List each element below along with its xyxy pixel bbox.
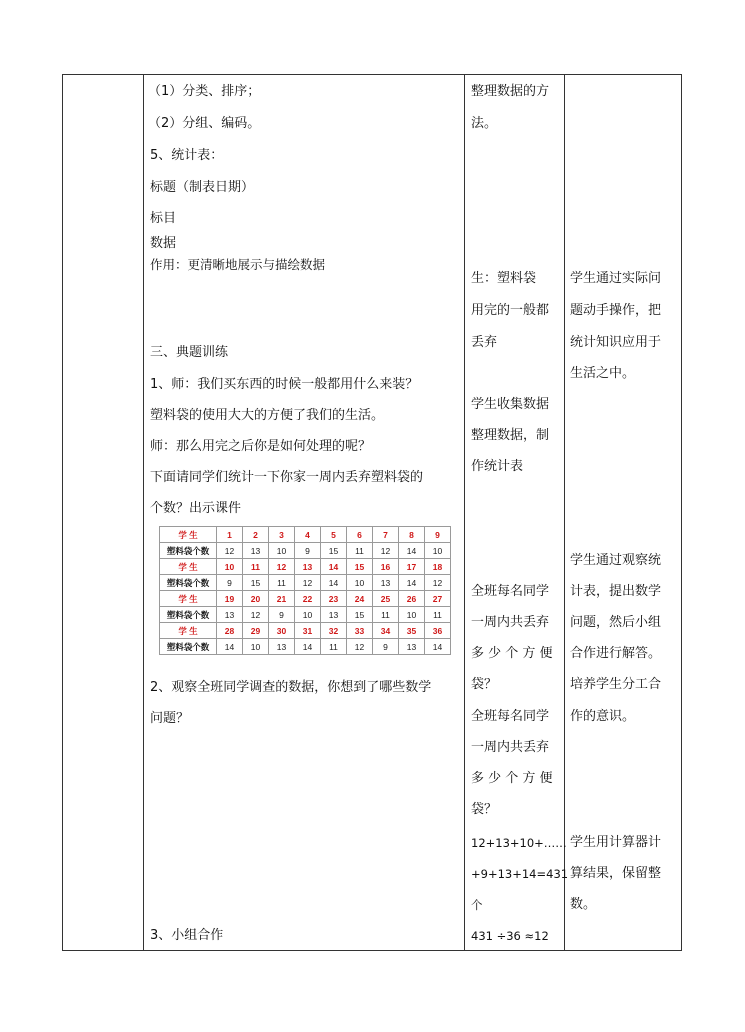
text-line: 用完的一般都 (471, 303, 550, 318)
bag-count-cell: 13 (269, 639, 295, 655)
student-number-cell: 29 (243, 623, 269, 639)
bag-count-cell: 11 (321, 639, 347, 655)
bag-count-cell: 14 (399, 543, 425, 559)
text-line: 多 少 个 方 便 (471, 646, 553, 661)
text-line: 作用：更清晰地展示与描绘数据 (150, 257, 326, 272)
bag-count-cell: 11 (347, 543, 373, 559)
section-heading: 三、典题训练 (150, 345, 229, 360)
student-number-cell: 7 (373, 527, 399, 543)
student-number-cell: 18 (425, 559, 451, 575)
bag-count-cell: 10 (347, 575, 373, 591)
text-line: 算结果，保留整 (570, 866, 662, 881)
text-line: 生：塑料袋 (471, 271, 537, 286)
calc-line: 431 ÷36 ≈12 (471, 929, 549, 943)
student-number-cell: 23 (321, 591, 347, 607)
student-number-cell: 16 (373, 559, 399, 575)
content-column (150, 75, 460, 950)
student-number-cell: 21 (269, 591, 295, 607)
text-line: 培养学生分工合 (570, 677, 662, 692)
bag-count-cell: 15 (347, 607, 373, 623)
row-header-student: 学 生 (160, 559, 217, 575)
student-number-cell: 9 (425, 527, 451, 543)
text-line: 2、观察全班同学调查的数据，你想到了哪些数学 (150, 680, 432, 695)
text-line: 5、统计表： (150, 148, 224, 163)
text-line: （1）分类、排序； (148, 84, 261, 99)
student-activity-column (471, 75, 569, 950)
bag-count-cell: 13 (217, 607, 243, 623)
bag-count-cell: 12 (243, 607, 269, 623)
bag-count-row (160, 639, 451, 655)
bag-count-cell: 9 (373, 639, 399, 655)
text-line: 问题？ (150, 711, 190, 726)
student-number-row (160, 527, 451, 543)
student-number-cell: 12 (269, 559, 295, 575)
student-number-cell: 24 (347, 591, 373, 607)
student-number-cell: 36 (425, 623, 451, 639)
bag-count-cell: 11 (373, 607, 399, 623)
bag-count-cell: 9 (269, 607, 295, 623)
text-line: 数。 (570, 897, 597, 912)
student-number-cell: 8 (399, 527, 425, 543)
bag-count-cell: 13 (321, 607, 347, 623)
plastic-bag-stats-table (159, 526, 451, 655)
student-number-cell: 22 (295, 591, 321, 607)
student-number-cell: 4 (295, 527, 321, 543)
student-number-cell: 31 (295, 623, 321, 639)
student-number-cell: 35 (399, 623, 425, 639)
bag-count-cell: 12 (217, 543, 243, 559)
bag-count-cell: 14 (295, 639, 321, 655)
text-line: 整理数据，制 (471, 428, 550, 443)
bag-count-cell: 12 (373, 543, 399, 559)
text-line: 合作进行解答。 (570, 646, 662, 661)
student-number-cell: 33 (347, 623, 373, 639)
bag-count-cell: 13 (399, 639, 425, 655)
column-divider (464, 75, 465, 950)
bag-count-row (160, 575, 451, 591)
text-line: 学生收集数据 (471, 397, 550, 412)
column-divider (564, 75, 565, 950)
row-header-count: 塑料袋个数 (160, 607, 217, 623)
bag-count-cell: 13 (373, 575, 399, 591)
text-line: 生活之中。 (570, 366, 636, 381)
text-line: （2）分组、编码。 (148, 116, 261, 131)
calc-line: +9+13+14=431 (471, 867, 569, 881)
text-line: 多 少 个 方 便 (471, 771, 553, 786)
bag-count-row (160, 607, 451, 623)
text-line: 一周内共丢弃 (471, 740, 550, 755)
row-header-student: 学 生 (160, 591, 217, 607)
text-line: 作统计表 (471, 459, 524, 474)
text-line: 学生通过实际问 (570, 271, 662, 286)
design-intent-column (570, 75, 680, 950)
text-line: 袋？ (471, 802, 498, 817)
bag-count-cell: 12 (295, 575, 321, 591)
text-line: 问题，然后小组 (570, 615, 662, 630)
text-line: 计表，提出数学 (570, 584, 662, 599)
student-number-cell: 6 (347, 527, 373, 543)
bag-count-cell: 11 (269, 575, 295, 591)
student-number-cell: 19 (217, 591, 243, 607)
text-line: 学生用计算器计 (570, 835, 662, 850)
student-number-cell: 1 (217, 527, 243, 543)
bag-count-cell: 12 (347, 639, 373, 655)
bag-count-cell: 11 (425, 607, 451, 623)
bag-count-cell: 12 (425, 575, 451, 591)
bag-count-cell: 14 (321, 575, 347, 591)
text-line: 全班每名同学 (471, 584, 550, 599)
student-number-cell: 20 (243, 591, 269, 607)
student-number-cell: 28 (217, 623, 243, 639)
text-line: 题动手操作，把 (570, 303, 662, 318)
text-line: 一周内共丢弃 (471, 615, 550, 630)
column-divider (143, 75, 144, 950)
bag-count-cell: 9 (217, 575, 243, 591)
lesson-table (62, 74, 682, 951)
row-header-count: 塑料袋个数 (160, 575, 217, 591)
student-number-cell: 25 (373, 591, 399, 607)
student-number-row (160, 591, 451, 607)
student-number-cell: 10 (217, 559, 243, 575)
text-line: 全班每名同学 (471, 709, 550, 724)
bag-count-cell: 9 (295, 543, 321, 559)
student-number-cell: 32 (321, 623, 347, 639)
student-number-cell: 30 (269, 623, 295, 639)
text-line: 下面请同学们统计一下你家一周内丢弃塑料袋的 (150, 470, 424, 485)
student-number-cell: 27 (425, 591, 451, 607)
text-line: 1、师：我们买东西的时候一般都用什么来装？ (150, 377, 419, 392)
bag-count-cell: 14 (425, 639, 451, 655)
text-line: 数据 (150, 236, 177, 251)
text-line: 作的意识。 (570, 709, 636, 724)
text-line: 袋？ (471, 677, 498, 692)
student-number-cell: 14 (321, 559, 347, 575)
bag-count-cell: 10 (269, 543, 295, 559)
text-line: 塑料袋的使用大大的方便了我们的生活。 (150, 408, 385, 423)
student-number-cell: 34 (373, 623, 399, 639)
text-line: 标题（制表日期） (150, 180, 255, 195)
text-line: 师：那么用完之后你是如何处理的呢？ (150, 439, 372, 454)
text-line: 学生通过观察统 (570, 553, 662, 568)
text-line: 3、小组合作 (150, 928, 224, 943)
calc-line: 12+13+10+…… (471, 836, 567, 850)
bag-count-cell: 10 (295, 607, 321, 623)
row-header-student: 学 生 (160, 527, 217, 543)
student-number-cell: 15 (347, 559, 373, 575)
student-number-cell: 2 (243, 527, 269, 543)
bag-count-cell: 13 (243, 543, 269, 559)
student-number-row (160, 623, 451, 639)
text-line: 个数？出示课件 (150, 501, 242, 516)
student-number-cell: 26 (399, 591, 425, 607)
bag-count-row (160, 543, 451, 559)
bag-count-cell: 10 (425, 543, 451, 559)
calc-line: 个 (471, 898, 483, 912)
bag-count-cell: 15 (321, 543, 347, 559)
bag-count-cell: 14 (399, 575, 425, 591)
student-number-cell: 5 (321, 527, 347, 543)
text-line: 标目 (150, 211, 177, 226)
student-number-cell: 11 (243, 559, 269, 575)
bag-count-cell: 15 (243, 575, 269, 591)
student-number-cell: 17 (399, 559, 425, 575)
text-line: 统计知识应用于 (570, 335, 662, 350)
text-line: 法。 (471, 116, 498, 131)
student-number-cell: 3 (269, 527, 295, 543)
student-number-cell: 13 (295, 559, 321, 575)
bag-count-cell: 14 (217, 639, 243, 655)
text-line: 丢弃 (471, 335, 498, 350)
student-number-row (160, 559, 451, 575)
text-line: 整理数据的方 (471, 84, 550, 99)
bag-count-cell: 10 (243, 639, 269, 655)
row-header-count: 塑料袋个数 (160, 639, 217, 655)
row-header-student: 学 生 (160, 623, 217, 639)
bag-count-cell: 10 (399, 607, 425, 623)
row-header-count: 塑料袋个数 (160, 543, 217, 559)
